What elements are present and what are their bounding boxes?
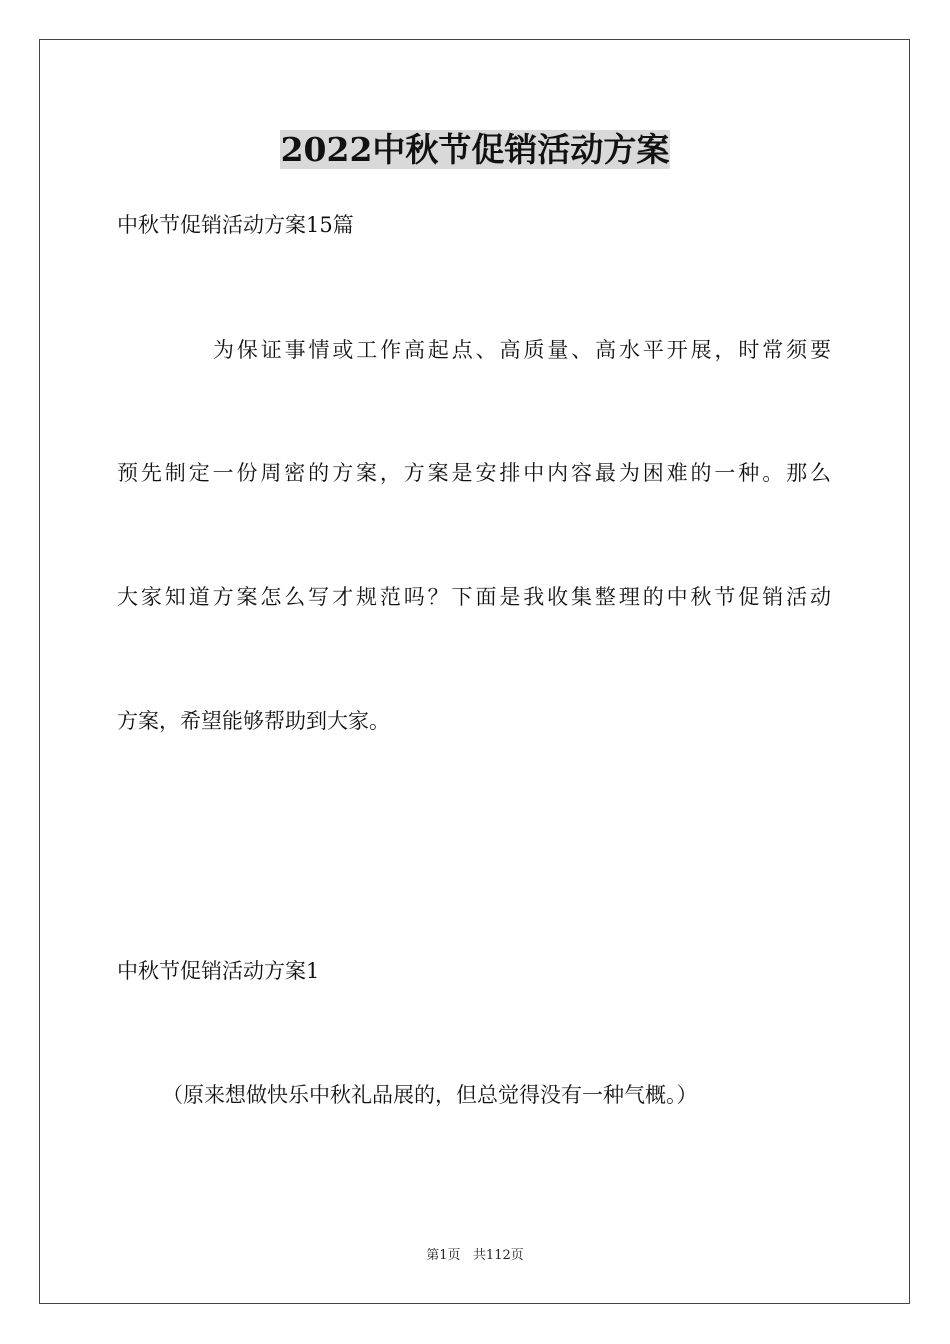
intro-paragraph-line-2: 预先制定一份周密的方案，方案是安排中内容最为困难的一种。那么 (117, 461, 831, 485)
intro-paragraph-line-3: 大家知道方案怎么写才规范吗？下面是我收集整理的中秋节促销活动 (117, 585, 831, 609)
document-title-text: 2022中秋节促销活动方案 (280, 130, 670, 169)
section-note: （原来想做快乐中秋礼品展的，但总觉得没有一种气概。） (162, 1083, 698, 1107)
intro-paragraph-line-1: 为保证事情或工作高起点、高质量、高水平开展，时常须要 (213, 338, 831, 362)
page-number: 第1页 (426, 1248, 461, 1263)
intro-paragraph-line-4: 方案，希望能够帮助到大家。 (117, 709, 390, 733)
document-title (0, 128, 950, 172)
page-footer (0, 1247, 950, 1265)
section-heading: 中秋节促销活动方案1 (117, 959, 320, 983)
document-subtitle: 中秋节促销活动方案15篇 (117, 213, 354, 237)
page-total: 共112页 (472, 1248, 524, 1263)
